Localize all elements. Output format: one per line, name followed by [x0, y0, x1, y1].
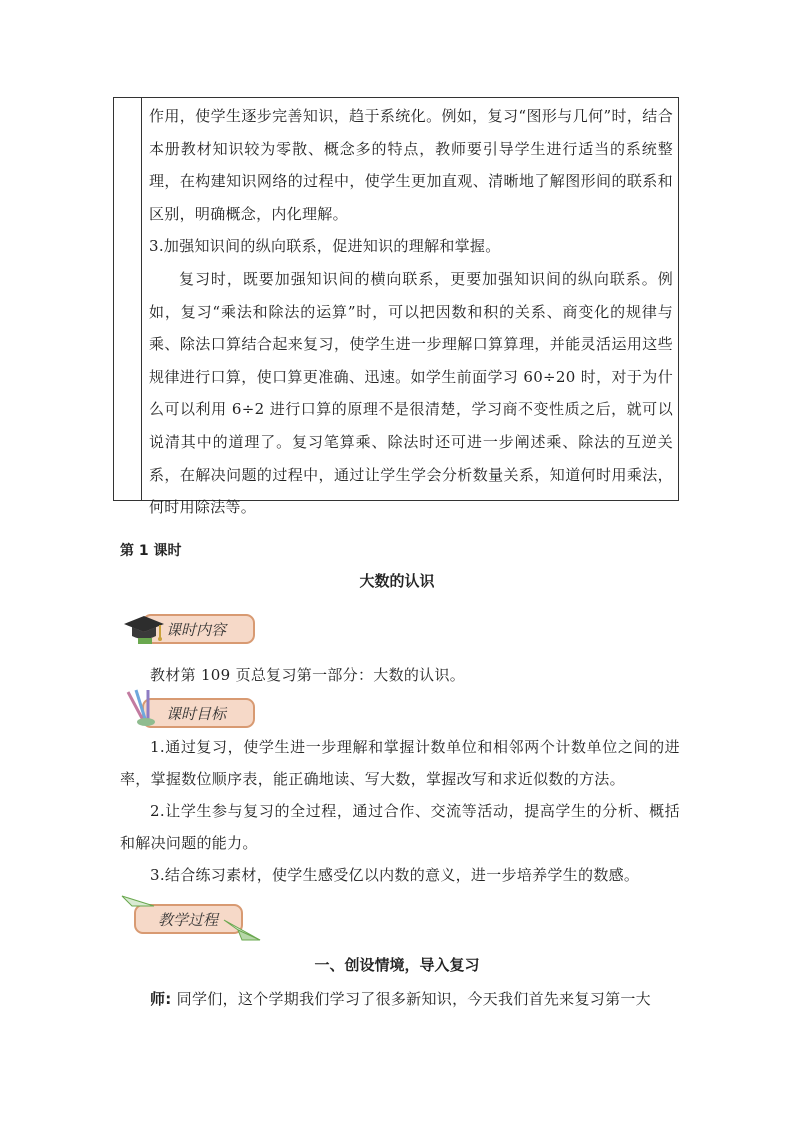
- content-text: 教材第 109 页总复习第一部分：大数的认识。: [150, 666, 466, 684]
- lesson-title: 大数的认识: [359, 572, 435, 590]
- paper-plane-icon: [120, 892, 156, 918]
- content-paragraph: [120, 659, 680, 691]
- table-paragraph-2: 3.加强知识间的纵向联系，促进知识的理解和掌握。: [149, 237, 501, 256]
- teacher-label: 师:: [150, 990, 172, 1008]
- goal-item: 2.让学生参与复习的全过程，通过合作、交流等活动，提高学生的分析、概括和解决问题的能力。: [120, 802, 680, 852]
- section-heading: 一、创设情境，导入复习: [314, 956, 480, 974]
- paper-plane-icon: [222, 914, 262, 944]
- table-paragraph-1: 作用，使学生逐步完善知识，趋于系统化。例如，复习“图形与几何”时，结合本册教材知识较为零散、概念多的特点，教师要引导学生进行适当的系统整理，在构建知识网络的过程中，使学生更加直观、清晰地了解图形间的联系和区别，明确概念，内化理解。: [149, 107, 673, 223]
- table-continuation: [113, 97, 679, 517]
- banner-lesson-goals: [142, 698, 255, 728]
- goal-item: 1.通过复习，使学生进一步理解和掌握计数单位和相邻两个计数单位之间的进率，掌握数位顺序表，能正确地读、写大数，掌握改写和求近似数的方法。: [120, 738, 680, 788]
- teacher-dialogue: [120, 983, 680, 1015]
- banner-label: 课时内容: [166, 620, 227, 639]
- table-paragraph-3: 复习时，既要加强知识间的横向联系，更要加强知识间的纵向联系。例如，复习“乘法和除法的运算”时，可以把因数和积的关系、商变化的规律与乘、除法口算结合起来复习，使学生进一步理解口算算理，并能灵活运用这些规律进行口算，使口算更准确、迅速。如学生前面学习 60÷20 时，对于为什么可以利用 6÷2 进行口算的原理不是很清楚，学习商不变性质之后，就可以说清其中的道理了。复习笔算乘、除法时还可进一步阐述乘、除法的互逆关系，在解决问题的过程中，通过让学生学会分析数量关系，知道何时用乘法，何时用除法等。: [149, 269, 673, 517]
- banner-lesson-content: [142, 614, 255, 644]
- banner-teaching-process: [134, 904, 243, 934]
- teacher-text: 同学们，这个学期我们学习了很多新知识，今天我们首先来复习第一大: [171, 990, 651, 1008]
- graduation-cap-icon: [122, 612, 166, 646]
- table-cell-text: [149, 100, 673, 524]
- lesson-number: 第 1 课时: [120, 543, 182, 559]
- goal-item: 3.结合练习素材，使学生感受亿以内数的意义，进一步培养学生的数感。: [150, 866, 640, 884]
- pencils-icon: [122, 688, 162, 728]
- banner-label: 教学过程: [158, 910, 219, 929]
- banner-label: 课时目标: [166, 704, 227, 723]
- table-column-divider: [141, 98, 142, 500]
- goals-list: [120, 731, 680, 891]
